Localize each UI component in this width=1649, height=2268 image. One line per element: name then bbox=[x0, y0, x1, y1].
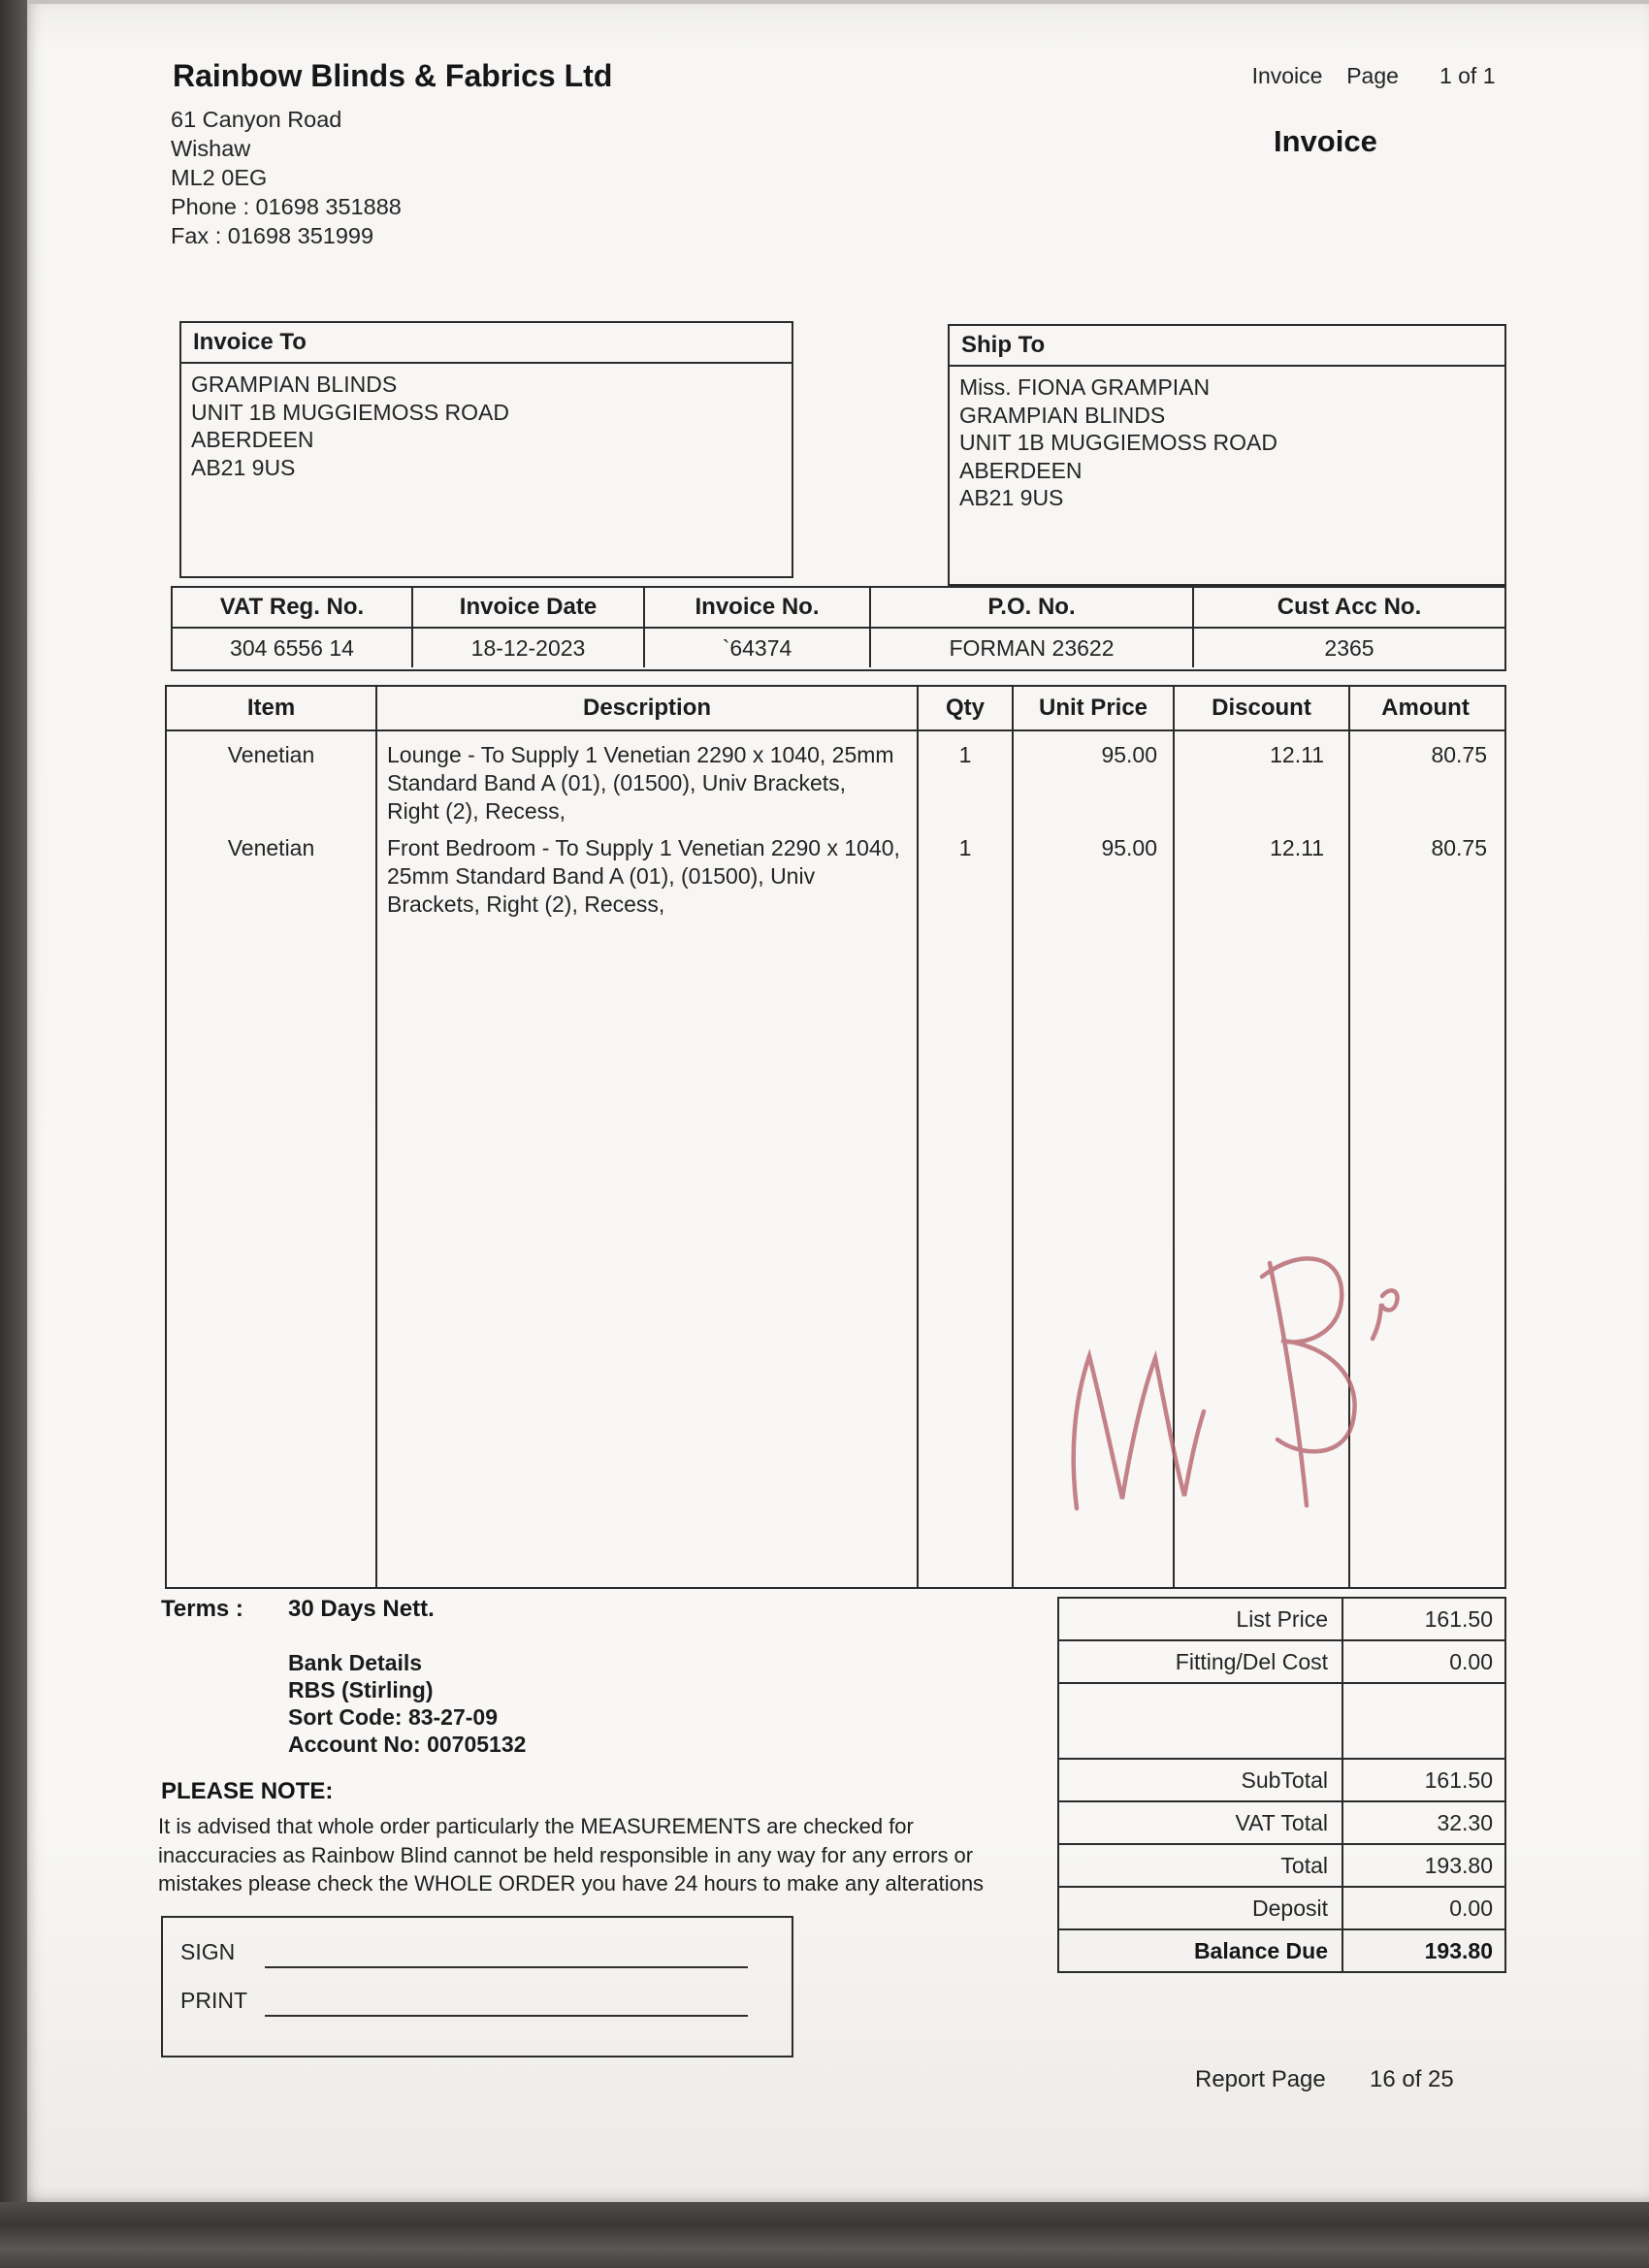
sign-line bbox=[265, 1966, 748, 1968]
item-cell-amount: 80.75 bbox=[1431, 742, 1487, 767]
totals-value: 193.80 bbox=[1424, 1937, 1493, 1963]
totals-row-vat-total bbox=[1059, 1802, 1504, 1845]
ship-to-line: GRAMPIAN BLINDS bbox=[959, 402, 1166, 428]
item-cell-description: Front Bedroom - To Supply 1 Venetian 2290 x 1040, 25mm Standard Band A (01), (01500), Univ Brackets, Right (2), Recess, bbox=[387, 835, 900, 917]
totals-value: 0.00 bbox=[1449, 1648, 1493, 1674]
item-cell-discount: 12.11 bbox=[1270, 835, 1324, 860]
totals-label: Fitting/Del Cost bbox=[1059, 1641, 1343, 1682]
meta-header-po-no: P.O. No. bbox=[871, 588, 1194, 627]
items-header-amount: Amount bbox=[1381, 695, 1470, 721]
item-cell-amount: 80.75 bbox=[1431, 835, 1487, 860]
invoice-to-address bbox=[181, 364, 792, 488]
terms-value: 30 Days Nett. bbox=[288, 1596, 435, 1622]
totals-value: 193.80 bbox=[1424, 1852, 1493, 1878]
items-column-divider bbox=[917, 687, 919, 1587]
invoice-meta-table bbox=[171, 586, 1506, 671]
meta-header-row bbox=[173, 588, 1504, 629]
bank-details-line: Sort Code: 83-27-09 bbox=[288, 1704, 499, 1730]
item-cell-item: Venetian bbox=[227, 742, 315, 767]
totals-value: 32.30 bbox=[1437, 1809, 1493, 1835]
meta-value-invoice-no: `64374 bbox=[645, 629, 871, 667]
totals-spacer-row bbox=[1059, 1684, 1504, 1760]
company-address-line: 61 Canyon Road bbox=[171, 107, 342, 132]
ship-to-line: UNIT 1B MUGGIEMOSS ROAD bbox=[959, 430, 1278, 455]
items-column-divider bbox=[375, 687, 377, 1587]
totals-label: Balance Due bbox=[1059, 1930, 1343, 1971]
meta-value-date: 18-12-2023 bbox=[413, 629, 645, 667]
company-name: Rainbow Blinds & Fabrics Ltd bbox=[173, 58, 613, 93]
ship-to-label: Ship To bbox=[950, 326, 1504, 367]
invoice-to-box bbox=[179, 321, 793, 578]
page-indicator-label: Invoice Page bbox=[1251, 63, 1399, 88]
invoice-to-line: GRAMPIAN BLINDS bbox=[191, 372, 398, 397]
invoice-to-line: AB21 9US bbox=[191, 454, 296, 480]
meta-value-vat: 304 6556 14 bbox=[173, 629, 413, 667]
company-address-line: ML2 0EG bbox=[171, 165, 268, 190]
company-address-line: Phone : 01698 351888 bbox=[171, 194, 402, 219]
invoice-to-line: ABERDEEN bbox=[191, 427, 314, 452]
items-header-divider bbox=[167, 729, 1504, 731]
meta-header-vat: VAT Reg. No. bbox=[173, 588, 413, 627]
totals-label: Total bbox=[1059, 1845, 1343, 1886]
please-note-title: PLEASE NOTE: bbox=[161, 1778, 334, 1804]
ship-to-address bbox=[950, 367, 1504, 519]
meta-header-date: Invoice Date bbox=[413, 588, 645, 627]
terms-label: Terms : bbox=[161, 1596, 243, 1622]
totals-table bbox=[1057, 1597, 1506, 1973]
items-header-description: Description bbox=[582, 695, 712, 721]
page-indicator bbox=[1227, 37, 1495, 115]
meta-header-cust-acc: Cust Acc No. bbox=[1277, 594, 1422, 620]
totals-row-deposit bbox=[1059, 1888, 1504, 1930]
scanner-edge-left bbox=[0, 0, 27, 2268]
bank-details-title: Bank Details bbox=[288, 1650, 423, 1675]
item-cell-description: Lounge - To Supply 1 Venetian 2290 x 1040, 25mm Standard Band A (01), (01500), Univ Brackets, Right (2), Recess, bbox=[387, 742, 894, 824]
please-note-body: It is advised that whole order particularly the MEASUREMENTS are checked for inaccuracies as Rainbow Blind cannot be held responsible in any way for any errors or mistakes please check the WHOLE ORDER you have 24 hours to make any alterations bbox=[158, 1814, 985, 1895]
sign-print-box bbox=[161, 1916, 793, 2057]
document-title: Invoice bbox=[1274, 124, 1377, 158]
meta-value-row bbox=[173, 629, 1504, 667]
items-column-divider bbox=[1012, 687, 1014, 1587]
items-header-qty: Qty bbox=[945, 695, 985, 721]
invoice-to-line: UNIT 1B MUGGIEMOSS ROAD bbox=[191, 399, 510, 425]
print-line bbox=[265, 2015, 748, 2017]
bank-details-line: Account No: 00705132 bbox=[288, 1732, 527, 1757]
totals-row-total bbox=[1059, 1845, 1504, 1888]
print-label: PRINT bbox=[180, 1988, 247, 2013]
item-cell-discount: 12.11 bbox=[1270, 742, 1324, 767]
totals-label: SubTotal bbox=[1059, 1760, 1343, 1800]
items-header-item: Item bbox=[246, 695, 296, 721]
bank-details-line: RBS (Stirling) bbox=[288, 1677, 434, 1702]
totals-label: List Price bbox=[1059, 1599, 1343, 1639]
meta-header-invoice-no: Invoice No. bbox=[645, 588, 871, 627]
signature-scribble bbox=[1023, 1213, 1431, 1552]
company-address-line: Fax : 01698 351999 bbox=[171, 223, 374, 248]
totals-label: VAT Total bbox=[1059, 1802, 1343, 1843]
ship-to-line: AB21 9US bbox=[959, 485, 1064, 510]
bank-details bbox=[288, 1649, 526, 1758]
ship-to-box bbox=[948, 324, 1506, 586]
totals-row-fitting-del-cost bbox=[1059, 1641, 1504, 1684]
totals-value: 0.00 bbox=[1449, 1895, 1493, 1921]
totals-row-subtotal bbox=[1059, 1760, 1504, 1802]
meta-value-cust-acc: 2365 bbox=[1324, 634, 1374, 661]
report-page-label: Report Page bbox=[1195, 2066, 1326, 2092]
item-cell-unit-price: 95.00 bbox=[1101, 742, 1157, 767]
items-header-unit-price: Unit Price bbox=[1038, 695, 1148, 721]
item-cell-qty: 1 bbox=[958, 742, 972, 767]
ship-to-line: Miss. FIONA GRAMPIAN bbox=[959, 374, 1211, 400]
sign-label: SIGN bbox=[180, 1939, 236, 1964]
page-indicator-value: 1 of 1 bbox=[1439, 63, 1496, 88]
scanner-edge-bottom bbox=[0, 2202, 1649, 2268]
meta-value-po-no: FORMAN 23622 bbox=[871, 629, 1194, 667]
totals-value: 161.50 bbox=[1424, 1605, 1493, 1632]
ship-to-line: ABERDEEN bbox=[959, 457, 1083, 483]
totals-row-balance-due bbox=[1059, 1930, 1504, 1971]
item-cell-item: Venetian bbox=[227, 835, 315, 860]
report-page-value: 16 of 25 bbox=[1370, 2066, 1454, 2092]
totals-label: Deposit bbox=[1059, 1888, 1343, 1928]
scanner-edge-top bbox=[27, 0, 1649, 4]
totals-value: 161.50 bbox=[1424, 1766, 1493, 1793]
company-address bbox=[171, 105, 402, 250]
item-cell-unit-price: 95.00 bbox=[1101, 835, 1157, 860]
invoice-to-label: Invoice To bbox=[181, 323, 792, 364]
totals-row-list-price bbox=[1059, 1599, 1504, 1641]
item-cell-qty: 1 bbox=[958, 835, 972, 860]
company-address-line: Wishaw bbox=[171, 136, 251, 161]
items-header-discount: Discount bbox=[1212, 695, 1311, 721]
